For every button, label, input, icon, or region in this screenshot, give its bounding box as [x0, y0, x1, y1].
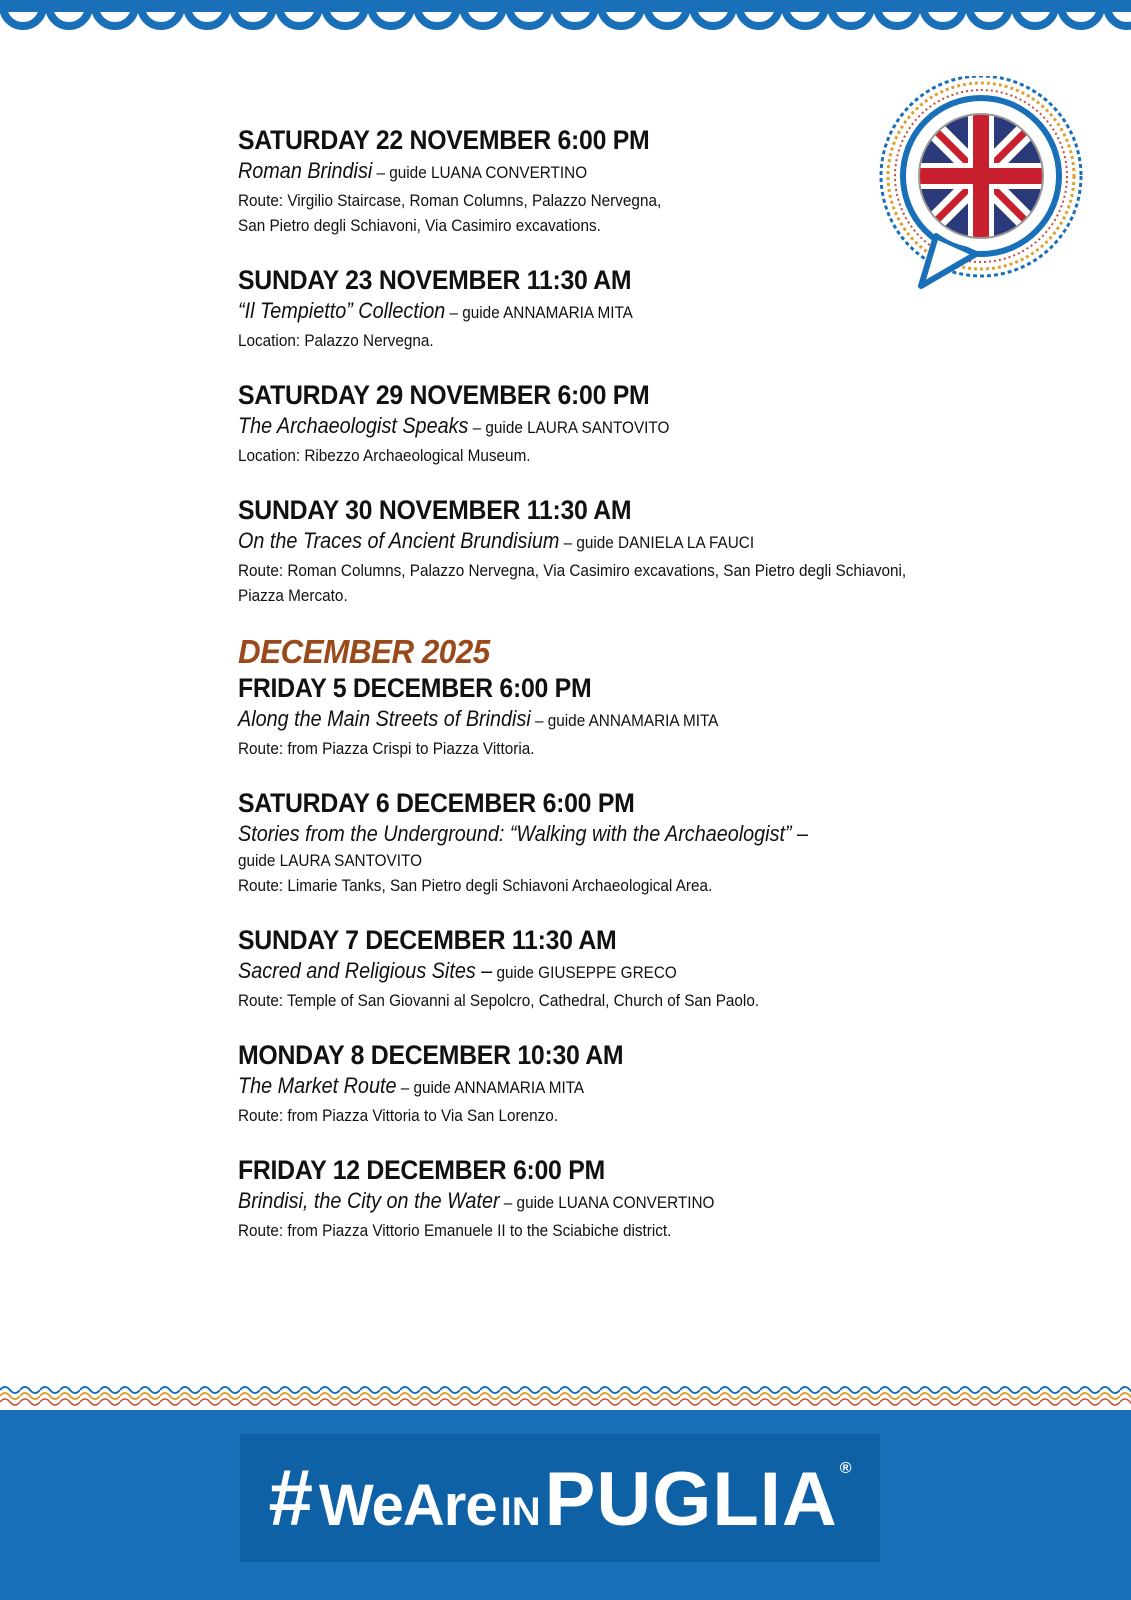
footer — [0, 1410, 1131, 1600]
event-heading: SUNDAY 7 DECEMBER 11:30 AM — [238, 925, 617, 955]
event-title: Stories from the Underground: “Walking with the Archaeologist” – — [238, 821, 809, 846]
event-item — [238, 494, 1078, 608]
logo-we-are: WeAre — [318, 1473, 497, 1538]
event-item — [238, 124, 1078, 238]
event-title-line — [238, 156, 994, 188]
event-details: Route: Virgilio Staircase, Roman Columns, Palazzo Nervegna, San Pietro degli Schiavoni, Via Casimiro excavations. — [238, 191, 662, 235]
event-heading: SATURDAY 22 NOVEMBER 6:00 PM — [238, 125, 650, 155]
event-title: Sacred and Religious Sites – — [238, 958, 493, 983]
event-guide: guide LAURA SANTOVITO — [238, 851, 422, 870]
event-guide: – guide ANNAMARIA MITA — [530, 711, 719, 730]
event-title-line — [238, 296, 994, 328]
event-heading: SATURDAY 6 DECEMBER 6:00 PM — [238, 788, 635, 818]
event-heading: MONDAY 8 DECEMBER 10:30 AM — [238, 1040, 624, 1070]
logo-hash: # — [268, 1453, 313, 1542]
event-title-line — [238, 1071, 994, 1103]
event-guide: guide GIUSEPPE GRECO — [492, 963, 677, 982]
event-title: Along the Main Streets of Brindisi — [238, 706, 531, 731]
month-heading: DECEMBER 2025 — [238, 633, 490, 670]
event-title-line — [238, 411, 994, 443]
event-item — [238, 1154, 1078, 1243]
event-heading: SATURDAY 29 NOVEMBER 6:00 PM — [238, 380, 650, 410]
event-details: Route: from Piazza Crispi to Piazza Vittoria. — [238, 739, 535, 758]
event-details: Route: Temple of San Giovanni al Sepolcro, Cathedral, Church of San Paolo. — [238, 991, 760, 1010]
event-guide: – guide DANIELA LA FAUCI — [559, 533, 755, 552]
event-title: Roman Brindisi — [238, 158, 373, 183]
event-title: The Market Route — [238, 1073, 397, 1098]
event-details: Route: Roman Columns, Palazzo Nervegna, Via Casimiro excavations, San Pietro degli Schiavoni, Piazza Mercato. — [238, 561, 907, 605]
event-title: On the Traces of Ancient Brundisium — [238, 528, 560, 553]
event-guide: – guide LAURA SANTOVITO — [468, 418, 670, 437]
event-title-line — [238, 704, 994, 736]
event-details: Route: from Piazza Vittoria to Via San Lorenzo. — [238, 1106, 559, 1125]
event-guide: – guide LUANA CONVERTINO — [499, 1193, 715, 1212]
event-item — [238, 672, 1078, 761]
brand-logo — [268, 1453, 852, 1542]
event-guide: – guide ANNAMARIA MITA — [396, 1078, 585, 1097]
event-title-line — [238, 526, 994, 558]
event-heading: FRIDAY 12 DECEMBER 6:00 PM — [238, 1155, 605, 1185]
event-title: “Il Tempietto” Collection — [238, 298, 446, 323]
event-title-line — [238, 956, 994, 988]
event-details: Location: Ribezzo Archaeological Museum. — [238, 446, 531, 465]
event-title-line — [238, 819, 994, 849]
wave-divider — [0, 1384, 1131, 1410]
event-title: Brindisi, the City on the Water — [238, 1188, 500, 1213]
event-item — [238, 379, 1078, 468]
event-item — [238, 264, 1078, 353]
event-title: The Archaeologist Speaks — [238, 413, 469, 438]
event-details: Route: from Piazza Vittorio Emanuele II to the Sciabiche district. — [238, 1221, 672, 1240]
event-details: Route: Limarie Tanks, San Pietro degli Schiavoni Archaeological Area. — [238, 876, 713, 895]
logo-in: IN — [500, 1490, 541, 1534]
brand-logo-box — [240, 1434, 880, 1562]
registered-mark: ® — [839, 1460, 852, 1477]
event-title-line — [238, 1186, 994, 1218]
event-item — [238, 787, 1078, 898]
event-guide: – guide ANNAMARIA MITA — [445, 303, 633, 322]
event-schedule — [238, 124, 1078, 1269]
event-heading: SUNDAY 23 NOVEMBER 11:30 AM — [238, 265, 632, 295]
event-item — [238, 924, 1078, 1013]
event-details: Location: Palazzo Nervegna. — [238, 331, 434, 350]
logo-puglia: PUGLIA — [544, 1457, 838, 1542]
event-heading: SUNDAY 30 NOVEMBER 11:30 AM — [238, 495, 632, 525]
event-guide: – guide LUANA CONVERTINO — [372, 163, 588, 182]
event-item — [238, 1039, 1078, 1128]
top-scalloped-border — [0, 0, 1131, 40]
event-heading: FRIDAY 5 DECEMBER 6:00 PM — [238, 673, 592, 703]
